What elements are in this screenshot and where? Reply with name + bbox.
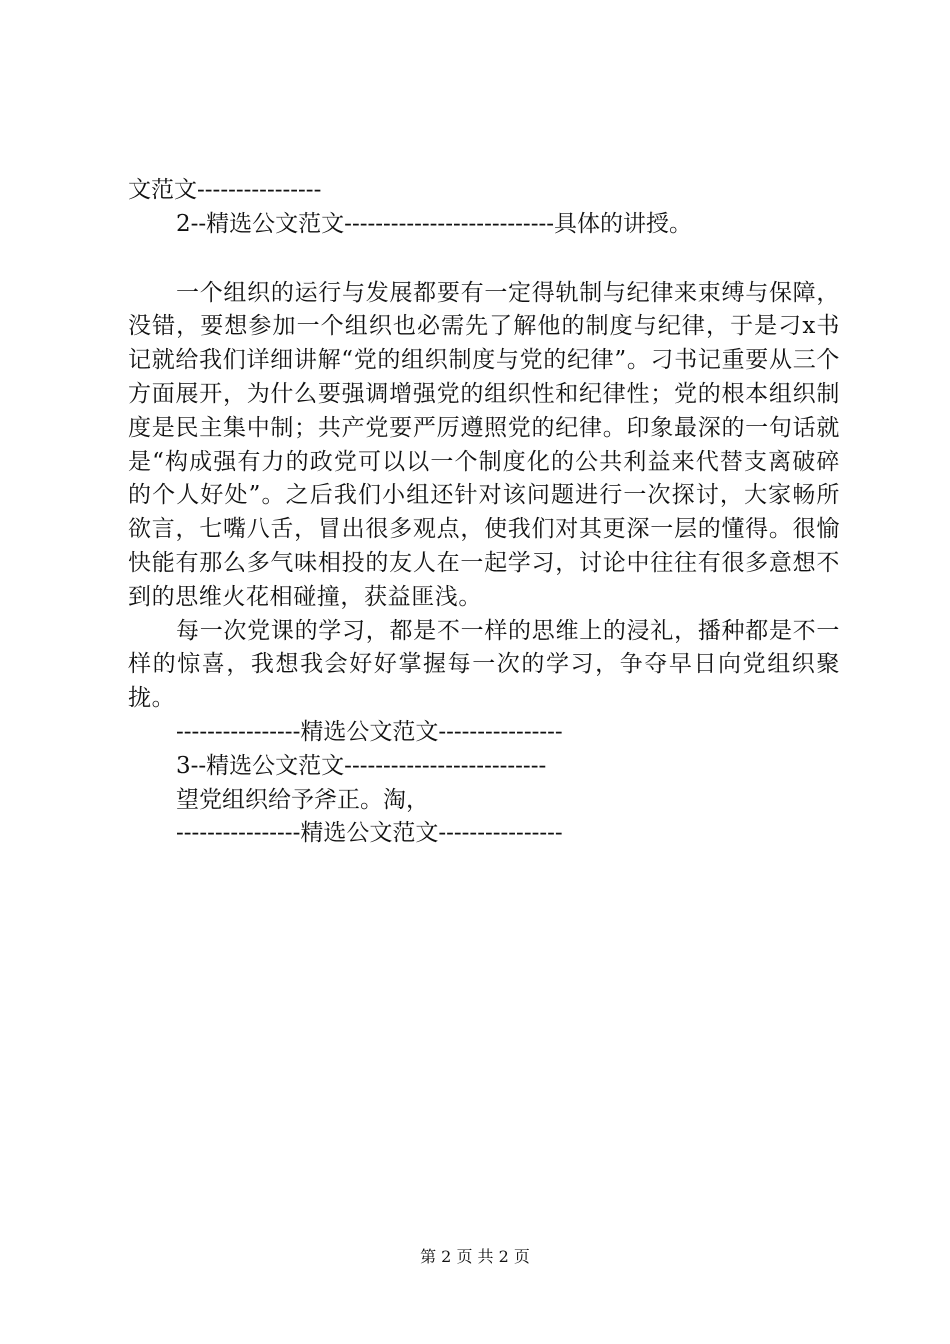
blank-line xyxy=(128,242,840,277)
page-footer: 第 2 页 共 2 页 xyxy=(420,1247,530,1266)
body-paragraph: 一个组织的运行与发展都要有一定得轨制与纪律来束缚与保障，没错，要想参加一个组织也必需先了解他的制度与纪律，于是刁x书记就给我们详细讲解“党的组织制度与党的纪律”。刁书记重要从三个方面展开，为什么要强调增强党的组织性和纪律性；党的根本组织制度是民主集中制；共产党要严厉遵照党的纪律。印象最深的一句话就是“构成强有力的政党可以以一个制度化的公共利益来代替支离破碎的个人好处”。之后我们小组还针对该问题进行一次探讨，大家畅所欲言，七嘴八舌，冒出很多观点，使我们对其更深一层的懂得。很愉快能有那么多气味相投的友人在一起学习，讨论中往往有很多意想不到的思维火花相碰撞，获益匪浅。 xyxy=(128,279,840,610)
document-body xyxy=(128,174,840,851)
separator-line: ----------------精选公文范文---------------- xyxy=(176,820,563,847)
body-paragraph: 每一次党课的学习，都是不一样的思维上的浸礼，播种都是不一样的惊喜，我想我会好好掌握每一次的学习，争夺早日向党组织聚拢。 xyxy=(128,617,840,712)
text-line: 3--精选公文范文-------------------------- xyxy=(176,752,547,779)
separator-line: ----------------精选公文范文---------------- xyxy=(176,718,563,745)
text-line: 望党组织给予斧正。淘， xyxy=(176,786,429,813)
text-line: 文范文---------------- xyxy=(128,177,322,203)
text-line: 2--精选公文范文---------------------------具体的讲授。 xyxy=(176,210,693,237)
